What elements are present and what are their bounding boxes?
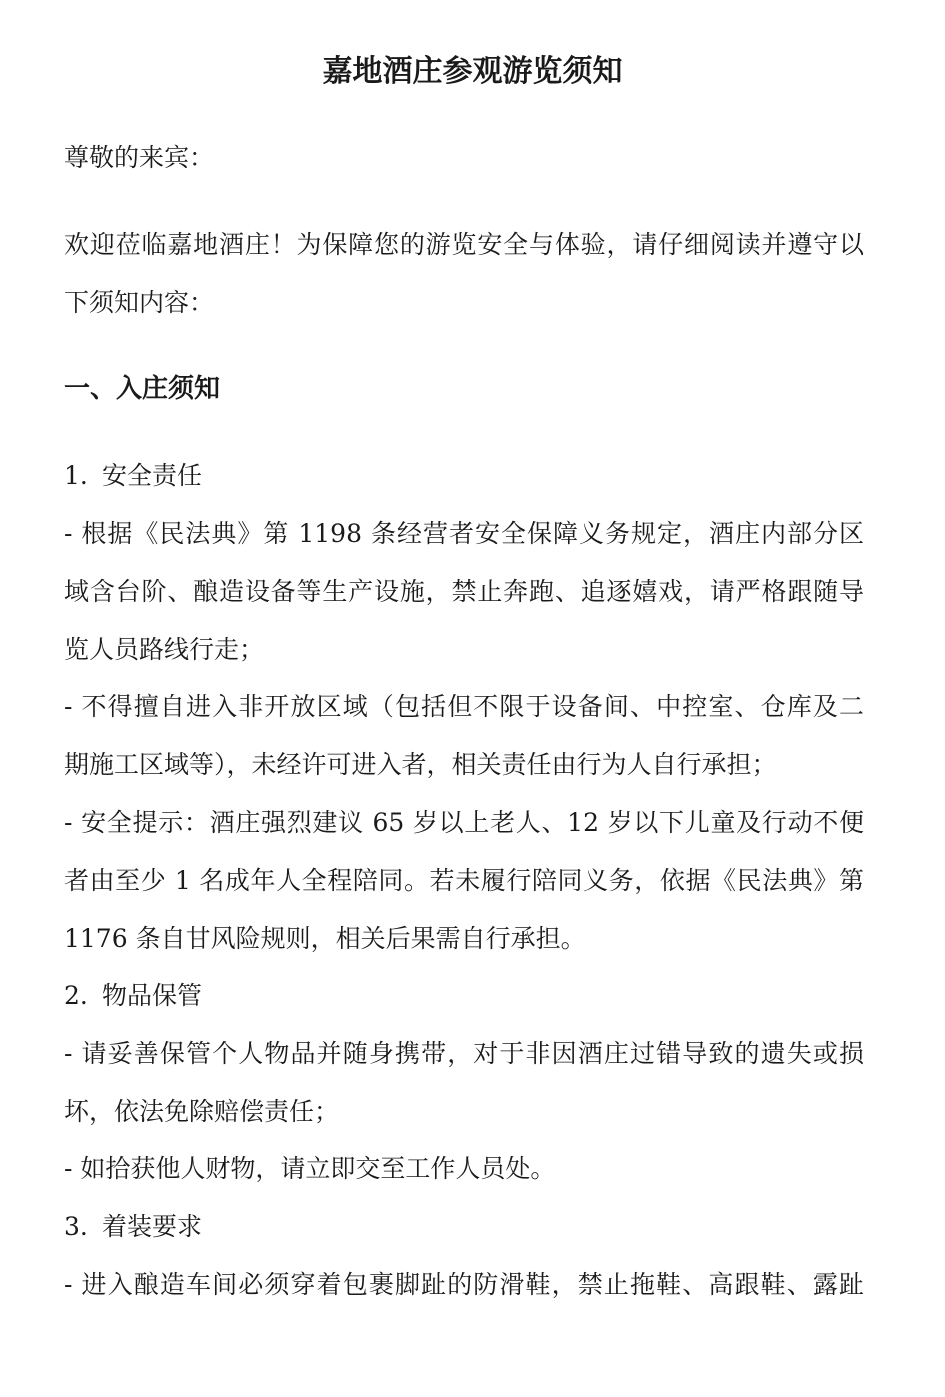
body-line: - 请妥善保管个人物品并随身携带，对于非因酒庄过错导致的遗失或损 — [64, 1039, 864, 1068]
salutation: 尊敬的来宾： — [64, 143, 215, 172]
body-line: 期施工区域等），未经许可进入者，相关责任由行为人自行承担； — [64, 750, 777, 779]
body-line: - 不得擅自进入非开放区域（包括但不限于设备间、中控室、仓库及二 — [64, 692, 864, 721]
body-line: - 进入酿造车间必须穿着包裹脚趾的防滑鞋，禁止拖鞋、高跟鞋、露趾 — [64, 1270, 864, 1299]
body-line: 者由至少 1 名成年人全程陪同。若未履行陪同义务，依据《民法典》第 — [64, 866, 864, 895]
body-line: 域含台阶、酿造设备等生产设施，禁止奔跑、追逐嬉戏，请严格跟随导 — [64, 577, 864, 606]
body-line: - 安全提示：酒庄强烈建议 65 岁以上老人、12 岁以下儿童及行动不便 — [64, 808, 864, 837]
intro-line: 欢迎莅临嘉地酒庄！为保障您的游览安全与体验，请仔细阅读并遵守以 — [64, 230, 864, 259]
body-line: 1176 条自甘风险规则，相关后果需自行承担。 — [64, 924, 586, 953]
page-title: 嘉地酒庄参观游览须知 — [322, 54, 623, 89]
body-line: - 根据《民法典》第 1198 条经营者安全保障义务规定，酒庄内部分区 — [64, 519, 864, 548]
item-number: 2. — [64, 981, 88, 1010]
body-line: 坏，依法免除赔偿责任； — [64, 1097, 340, 1126]
body-line: 览人员路线行走； — [64, 635, 265, 664]
item-title: 物品保管 — [102, 981, 203, 1010]
section-heading: 一、入庄须知 — [64, 374, 221, 404]
body-line: - 如拾获他人财物，请立即交至工作人员处。 — [64, 1154, 556, 1183]
item-title: 着装要求 — [102, 1212, 203, 1241]
intro-line: 下须知内容： — [64, 288, 215, 317]
item-title: 安全责任 — [102, 461, 203, 490]
item-heading — [64, 978, 202, 1014]
item-heading — [64, 1209, 202, 1245]
item-heading — [64, 458, 202, 494]
item-number: 3. — [64, 1212, 88, 1241]
item-number: 1. — [64, 461, 88, 490]
